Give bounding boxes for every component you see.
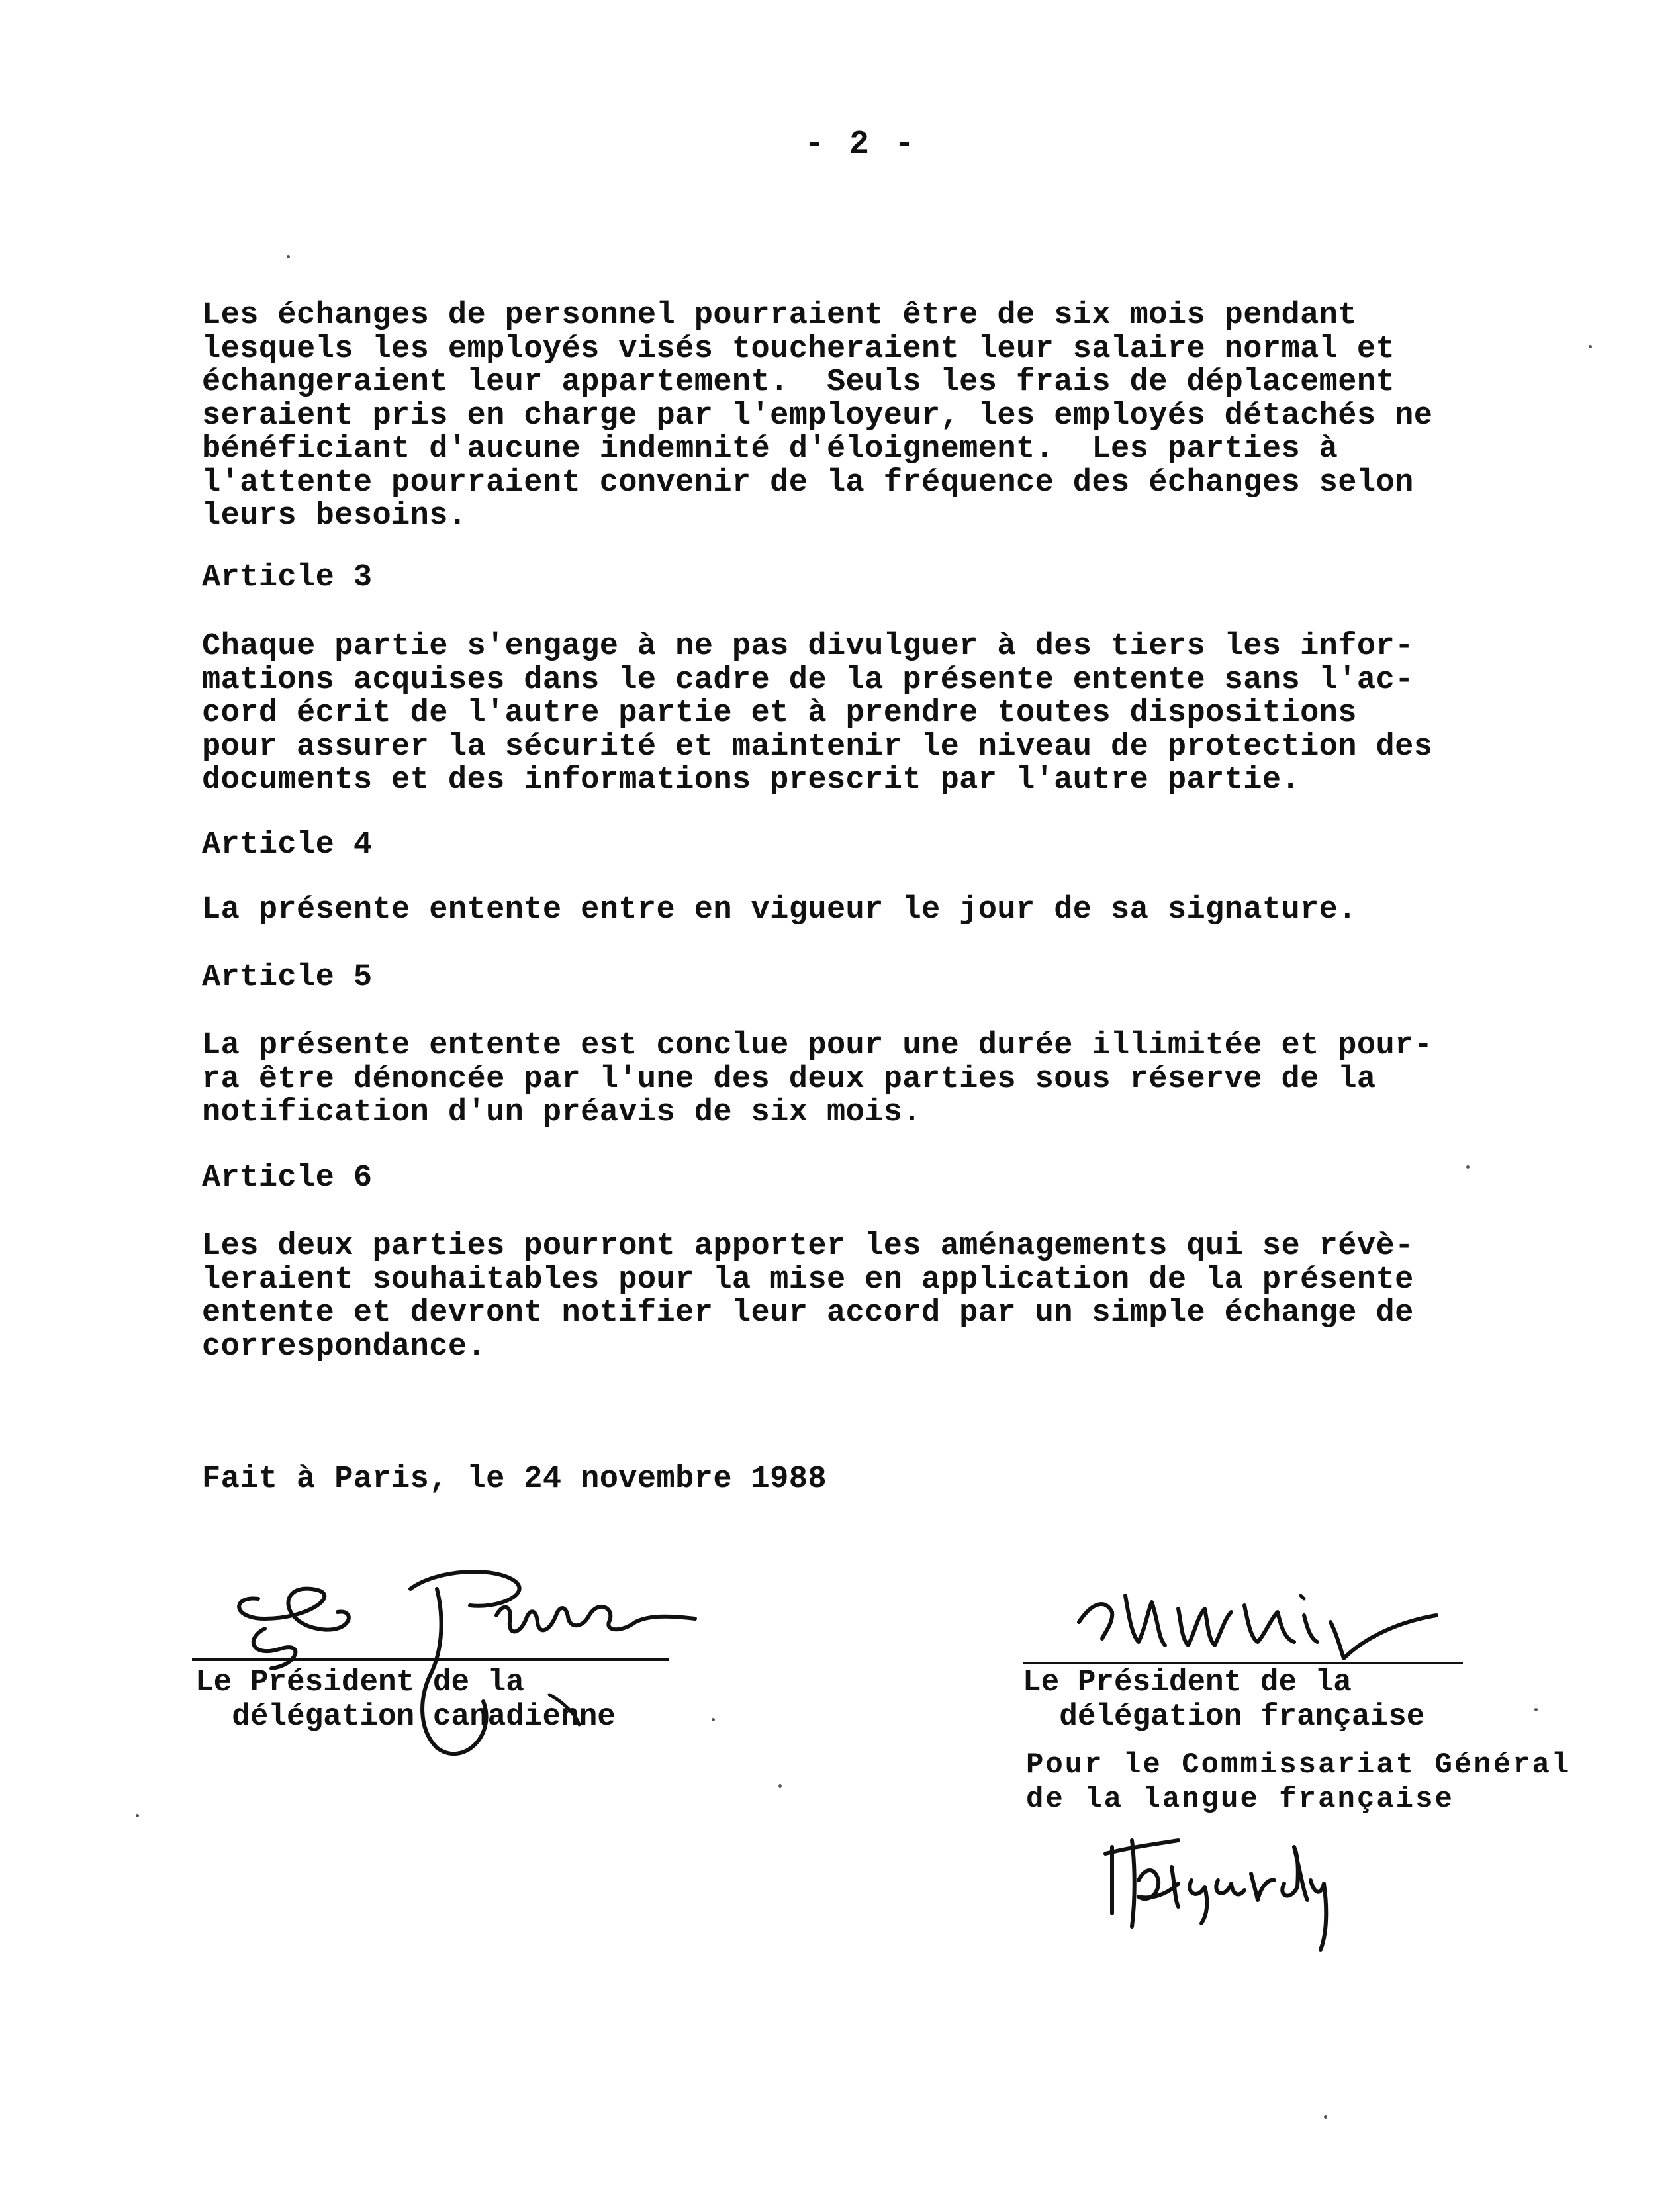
article-6-heading: Article 6 — [202, 1161, 373, 1196]
intro-paragraph: Les échanges de personnel pourraient être de six mois pendant lesquels les employés visés toucheraient leur salaire normal et échangeraient leur appartement. Seuls les frais de déplacement seraient pris en charge par l'employeur, les employés détachés ne bénéficiant d'aucune indemnité d'éloignement. Les parties à l'attente pourraient convenir de la fréquence des échanges selon leurs besoins. — [202, 298, 1433, 534]
page-number: - 2 - — [804, 126, 917, 164]
french-president-signature — [1066, 1576, 1476, 1668]
scan-speck — [1534, 1708, 1538, 1711]
left-signatory-label: Le Président de la délégation canadienne — [195, 1665, 616, 1734]
scan-speck — [778, 1784, 782, 1788]
scan-speck — [1466, 1165, 1470, 1169]
commissariat-stamp: Pour le Commissariat Général de la langue française — [1026, 1748, 1571, 1816]
article-5-heading: Article 5 — [202, 960, 373, 995]
scan-speck — [1324, 2115, 1327, 2119]
scan-speck — [287, 255, 290, 258]
article-4-text: La présente entente entre en vigueur le jour de sa signature. — [202, 892, 1357, 928]
scan-speck — [1589, 345, 1592, 348]
right-signatory-label: Le Président de la délégation française — [1023, 1665, 1425, 1734]
article-6-text: Les deux parties pourront apporter les aménagements qui se révè- leraient souhaitables pour la mise en application de la présente entente et devront notifier leur accord par un simple échange de correspondance. — [202, 1229, 1414, 1364]
left-signature-line — [192, 1658, 669, 1661]
scan-speck — [136, 1814, 139, 1817]
article-3-text: Chaque partie s'engage à ne pas divulguer à des tiers les infor- mations acquises dans le cadre de la présente entente sans l'ac- cord écrit de l'autre partie et à prendre toutes dispositions pour assurer la sécurité et maintenir le niveau de protection des documents et des informations prescrit par l'autre partie. — [202, 629, 1433, 798]
article-5-text: La présente entente est conclue pour une durée illimitée et pour- ra être dénoncée par l'une des deux parties sous réserve de la notification d'un préavis de six mois. — [202, 1028, 1433, 1130]
article-3-heading: Article 3 — [202, 560, 373, 595]
right-signature-line — [1023, 1662, 1463, 1664]
commissariat-signature — [1092, 1827, 1344, 1960]
scan-speck — [712, 1718, 715, 1721]
place-date: Fait à Paris, le 24 novembre 1988 — [202, 1462, 827, 1497]
article-4-heading: Article 4 — [202, 828, 373, 863]
